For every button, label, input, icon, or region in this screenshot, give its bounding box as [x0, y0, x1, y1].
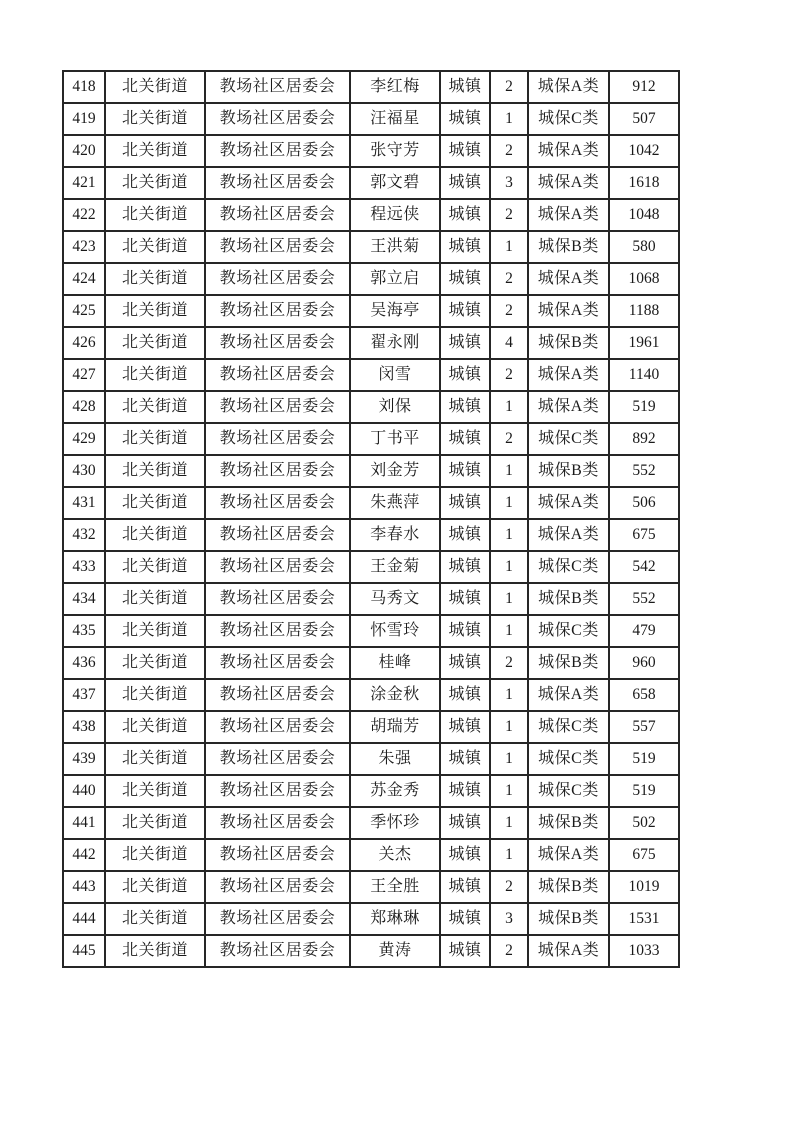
cell-household-type: 城镇: [440, 359, 490, 391]
cell-person-count: 1: [490, 551, 528, 583]
cell-person-name: 翟永刚: [350, 327, 440, 359]
cell-amount: 960: [609, 647, 679, 679]
cell-committee: 教场社区居委会: [205, 711, 350, 743]
cell-committee: 教场社区居委会: [205, 743, 350, 775]
table-row: [63, 423, 679, 455]
cell-serial-number: 445: [63, 935, 105, 967]
cell-household-type: 城镇: [440, 135, 490, 167]
cell-street: 北关街道: [105, 807, 205, 839]
cell-serial-number: 430: [63, 455, 105, 487]
cell-insurance-category: 城保B类: [528, 647, 609, 679]
cell-insurance-category: 城保C类: [528, 711, 609, 743]
cell-person-count: 1: [490, 519, 528, 551]
cell-amount: 912: [609, 71, 679, 103]
cell-street: 北关街道: [105, 327, 205, 359]
cell-committee: 教场社区居委会: [205, 423, 350, 455]
cell-person-count: 1: [490, 231, 528, 263]
cell-person-count: 2: [490, 71, 528, 103]
cell-committee: 教场社区居委会: [205, 775, 350, 807]
cell-serial-number: 433: [63, 551, 105, 583]
cell-insurance-category: 城保A类: [528, 935, 609, 967]
cell-insurance-category: 城保C类: [528, 775, 609, 807]
cell-person-name: 汪福星: [350, 103, 440, 135]
cell-person-name: 涂金秋: [350, 679, 440, 711]
cell-household-type: 城镇: [440, 711, 490, 743]
cell-person-name: 苏金秀: [350, 775, 440, 807]
cell-amount: 552: [609, 583, 679, 615]
cell-person-count: 1: [490, 711, 528, 743]
cell-serial-number: 425: [63, 295, 105, 327]
cell-household-type: 城镇: [440, 167, 490, 199]
cell-insurance-category: 城保C类: [528, 423, 609, 455]
cell-amount: 552: [609, 455, 679, 487]
cell-serial-number: 419: [63, 103, 105, 135]
cell-person-name: 刘金芳: [350, 455, 440, 487]
cell-amount: 1188: [609, 295, 679, 327]
cell-household-type: 城镇: [440, 103, 490, 135]
cell-insurance-category: 城保A类: [528, 263, 609, 295]
table-row: [63, 583, 679, 615]
cell-household-type: 城镇: [440, 935, 490, 967]
cell-committee: 教场社区居委会: [205, 295, 350, 327]
cell-street: 北关街道: [105, 231, 205, 263]
table-row: [63, 71, 679, 103]
cell-street: 北关街道: [105, 295, 205, 327]
table-row: [63, 263, 679, 295]
cell-committee: 教场社区居委会: [205, 359, 350, 391]
cell-person-count: 1: [490, 679, 528, 711]
cell-serial-number: 422: [63, 199, 105, 231]
cell-person-name: 王全胜: [350, 871, 440, 903]
cell-amount: 519: [609, 775, 679, 807]
cell-committee: 教场社区居委会: [205, 519, 350, 551]
cell-amount: 1042: [609, 135, 679, 167]
table-row: [63, 903, 679, 935]
cell-serial-number: 420: [63, 135, 105, 167]
cell-household-type: 城镇: [440, 615, 490, 647]
cell-household-type: 城镇: [440, 743, 490, 775]
cell-person-name: 关杰: [350, 839, 440, 871]
table-row: [63, 391, 679, 423]
table-row: [63, 871, 679, 903]
cell-person-name: 郭文碧: [350, 167, 440, 199]
cell-insurance-category: 城保A类: [528, 167, 609, 199]
cell-person-count: 2: [490, 359, 528, 391]
cell-street: 北关街道: [105, 871, 205, 903]
cell-person-name: 黄涛: [350, 935, 440, 967]
cell-amount: 1961: [609, 327, 679, 359]
cell-person-name: 王洪菊: [350, 231, 440, 263]
cell-person-count: 1: [490, 487, 528, 519]
cell-insurance-category: 城保B类: [528, 231, 609, 263]
cell-amount: 1068: [609, 263, 679, 295]
table-row: [63, 487, 679, 519]
cell-insurance-category: 城保C类: [528, 743, 609, 775]
cell-person-name: 丁书平: [350, 423, 440, 455]
cell-serial-number: 427: [63, 359, 105, 391]
cell-person-name: 怀雪玲: [350, 615, 440, 647]
cell-street: 北关街道: [105, 199, 205, 231]
cell-person-name: 朱燕萍: [350, 487, 440, 519]
cell-insurance-category: 城保A类: [528, 519, 609, 551]
cell-person-count: 2: [490, 935, 528, 967]
cell-serial-number: 435: [63, 615, 105, 647]
cell-street: 北关街道: [105, 423, 205, 455]
table-row: [63, 935, 679, 967]
cell-household-type: 城镇: [440, 295, 490, 327]
cell-amount: 479: [609, 615, 679, 647]
cell-street: 北关街道: [105, 583, 205, 615]
cell-amount: 1019: [609, 871, 679, 903]
cell-person-count: 2: [490, 135, 528, 167]
table-row: [63, 711, 679, 743]
cell-person-count: 1: [490, 775, 528, 807]
cell-household-type: 城镇: [440, 871, 490, 903]
cell-insurance-category: 城保B类: [528, 583, 609, 615]
cell-street: 北关街道: [105, 839, 205, 871]
cell-household-type: 城镇: [440, 423, 490, 455]
cell-street: 北关街道: [105, 743, 205, 775]
cell-person-count: 3: [490, 903, 528, 935]
cell-street: 北关街道: [105, 455, 205, 487]
cell-amount: 675: [609, 519, 679, 551]
cell-amount: 892: [609, 423, 679, 455]
cell-household-type: 城镇: [440, 807, 490, 839]
cell-street: 北关街道: [105, 711, 205, 743]
cell-street: 北关街道: [105, 359, 205, 391]
cell-person-count: 2: [490, 647, 528, 679]
cell-committee: 教场社区居委会: [205, 615, 350, 647]
cell-serial-number: 442: [63, 839, 105, 871]
cell-street: 北关街道: [105, 903, 205, 935]
cell-person-count: 1: [490, 743, 528, 775]
cell-insurance-category: 城保C类: [528, 103, 609, 135]
cell-street: 北关街道: [105, 263, 205, 295]
cell-committee: 教场社区居委会: [205, 903, 350, 935]
cell-committee: 教场社区居委会: [205, 327, 350, 359]
cell-amount: 658: [609, 679, 679, 711]
cell-serial-number: 432: [63, 519, 105, 551]
cell-street: 北关街道: [105, 679, 205, 711]
table-row: [63, 199, 679, 231]
cell-serial-number: 439: [63, 743, 105, 775]
cell-person-name: 张守芳: [350, 135, 440, 167]
cell-committee: 教场社区居委会: [205, 679, 350, 711]
cell-serial-number: 421: [63, 167, 105, 199]
cell-committee: 教场社区居委会: [205, 551, 350, 583]
cell-serial-number: 434: [63, 583, 105, 615]
table-row: [63, 231, 679, 263]
cell-person-count: 1: [490, 103, 528, 135]
cell-household-type: 城镇: [440, 487, 490, 519]
cell-household-type: 城镇: [440, 199, 490, 231]
cell-insurance-category: 城保C类: [528, 615, 609, 647]
cell-amount: 675: [609, 839, 679, 871]
cell-committee: 教场社区居委会: [205, 935, 350, 967]
cell-person-name: 朱强: [350, 743, 440, 775]
cell-committee: 教场社区居委会: [205, 647, 350, 679]
cell-committee: 教场社区居委会: [205, 839, 350, 871]
cell-person-name: 程远侠: [350, 199, 440, 231]
cell-insurance-category: 城保A类: [528, 295, 609, 327]
cell-person-name: 季怀珍: [350, 807, 440, 839]
cell-street: 北关街道: [105, 167, 205, 199]
cell-insurance-category: 城保A类: [528, 839, 609, 871]
cell-person-count: 1: [490, 839, 528, 871]
cell-household-type: 城镇: [440, 327, 490, 359]
cell-person-count: 1: [490, 807, 528, 839]
cell-committee: 教场社区居委会: [205, 103, 350, 135]
cell-serial-number: 426: [63, 327, 105, 359]
cell-person-count: 1: [490, 455, 528, 487]
cell-amount: 507: [609, 103, 679, 135]
table-row: [63, 807, 679, 839]
cell-committee: 教场社区居委会: [205, 487, 350, 519]
cell-person-name: 郑琳琳: [350, 903, 440, 935]
cell-committee: 教场社区居委会: [205, 807, 350, 839]
cell-serial-number: 438: [63, 711, 105, 743]
cell-household-type: 城镇: [440, 903, 490, 935]
table-row: [63, 679, 679, 711]
cell-street: 北关街道: [105, 519, 205, 551]
cell-person-count: 2: [490, 423, 528, 455]
cell-street: 北关街道: [105, 647, 205, 679]
table-row: [63, 295, 679, 327]
cell-insurance-category: 城保A类: [528, 487, 609, 519]
cell-serial-number: 431: [63, 487, 105, 519]
cell-street: 北关街道: [105, 551, 205, 583]
cell-insurance-category: 城保A类: [528, 359, 609, 391]
cell-amount: 580: [609, 231, 679, 263]
cell-insurance-category: 城保A类: [528, 679, 609, 711]
cell-committee: 教场社区居委会: [205, 71, 350, 103]
cell-person-name: 刘保: [350, 391, 440, 423]
cell-serial-number: 437: [63, 679, 105, 711]
table-row: [63, 455, 679, 487]
cell-person-count: 1: [490, 583, 528, 615]
cell-serial-number: 424: [63, 263, 105, 295]
cell-committee: 教场社区居委会: [205, 871, 350, 903]
cell-amount: 1140: [609, 359, 679, 391]
cell-person-name: 郭立启: [350, 263, 440, 295]
cell-person-name: 胡瑞芳: [350, 711, 440, 743]
cell-serial-number: 423: [63, 231, 105, 263]
cell-committee: 教场社区居委会: [205, 455, 350, 487]
cell-street: 北关街道: [105, 135, 205, 167]
cell-household-type: 城镇: [440, 231, 490, 263]
cell-serial-number: 440: [63, 775, 105, 807]
cell-person-name: 王金菊: [350, 551, 440, 583]
cell-person-name: 闵雪: [350, 359, 440, 391]
cell-person-count: 2: [490, 871, 528, 903]
table-row: [63, 327, 679, 359]
table-row: [63, 615, 679, 647]
cell-amount: 557: [609, 711, 679, 743]
cell-amount: 502: [609, 807, 679, 839]
table-row: [63, 359, 679, 391]
cell-serial-number: 444: [63, 903, 105, 935]
table-row: [63, 775, 679, 807]
table-row: [63, 103, 679, 135]
cell-person-count: 1: [490, 391, 528, 423]
cell-insurance-category: 城保B类: [528, 871, 609, 903]
cell-household-type: 城镇: [440, 839, 490, 871]
cell-street: 北关街道: [105, 775, 205, 807]
cell-committee: 教场社区居委会: [205, 199, 350, 231]
cell-insurance-category: 城保A类: [528, 199, 609, 231]
cell-committee: 教场社区居委会: [205, 135, 350, 167]
cell-insurance-category: 城保B类: [528, 327, 609, 359]
cell-committee: 教场社区居委会: [205, 231, 350, 263]
cell-street: 北关街道: [105, 487, 205, 519]
cell-amount: 1033: [609, 935, 679, 967]
cell-person-count: 4: [490, 327, 528, 359]
cell-household-type: 城镇: [440, 455, 490, 487]
cell-amount: 519: [609, 743, 679, 775]
table-row: [63, 167, 679, 199]
cell-amount: 542: [609, 551, 679, 583]
cell-person-name: 李春水: [350, 519, 440, 551]
cell-household-type: 城镇: [440, 647, 490, 679]
cell-insurance-category: 城保A类: [528, 71, 609, 103]
cell-household-type: 城镇: [440, 775, 490, 807]
cell-household-type: 城镇: [440, 263, 490, 295]
cell-street: 北关街道: [105, 935, 205, 967]
cell-household-type: 城镇: [440, 391, 490, 423]
roster-body: [63, 71, 679, 967]
cell-serial-number: 441: [63, 807, 105, 839]
cell-street: 北关街道: [105, 103, 205, 135]
cell-household-type: 城镇: [440, 71, 490, 103]
cell-serial-number: 428: [63, 391, 105, 423]
table-row: [63, 551, 679, 583]
cell-serial-number: 436: [63, 647, 105, 679]
cell-person-name: 马秀文: [350, 583, 440, 615]
cell-amount: 519: [609, 391, 679, 423]
cell-person-name: 吴海亭: [350, 295, 440, 327]
cell-household-type: 城镇: [440, 551, 490, 583]
cell-street: 北关街道: [105, 71, 205, 103]
cell-household-type: 城镇: [440, 583, 490, 615]
cell-household-type: 城镇: [440, 519, 490, 551]
cell-person-name: 桂峰: [350, 647, 440, 679]
cell-committee: 教场社区居委会: [205, 263, 350, 295]
cell-person-count: 2: [490, 295, 528, 327]
cell-committee: 教场社区居委会: [205, 167, 350, 199]
table-row: [63, 647, 679, 679]
cell-person-count: 1: [490, 615, 528, 647]
cell-street: 北关街道: [105, 391, 205, 423]
table-row: [63, 743, 679, 775]
cell-street: 北关街道: [105, 615, 205, 647]
cell-serial-number: 429: [63, 423, 105, 455]
cell-amount: 506: [609, 487, 679, 519]
cell-household-type: 城镇: [440, 679, 490, 711]
cell-serial-number: 443: [63, 871, 105, 903]
table-row: [63, 839, 679, 871]
cell-insurance-category: 城保A类: [528, 135, 609, 167]
cell-insurance-category: 城保B类: [528, 455, 609, 487]
cell-serial-number: 418: [63, 71, 105, 103]
cell-person-count: 2: [490, 199, 528, 231]
cell-insurance-category: 城保C类: [528, 551, 609, 583]
cell-committee: 教场社区居委会: [205, 391, 350, 423]
cell-amount: 1048: [609, 199, 679, 231]
table-row: [63, 135, 679, 167]
cell-person-count: 2: [490, 263, 528, 295]
cell-committee: 教场社区居委会: [205, 583, 350, 615]
table-row: [63, 519, 679, 551]
cell-person-count: 3: [490, 167, 528, 199]
cell-amount: 1531: [609, 903, 679, 935]
cell-amount: 1618: [609, 167, 679, 199]
cell-person-name: 李红梅: [350, 71, 440, 103]
cell-insurance-category: 城保B类: [528, 807, 609, 839]
roster-table: [62, 70, 680, 968]
cell-insurance-category: 城保B类: [528, 903, 609, 935]
cell-insurance-category: 城保A类: [528, 391, 609, 423]
